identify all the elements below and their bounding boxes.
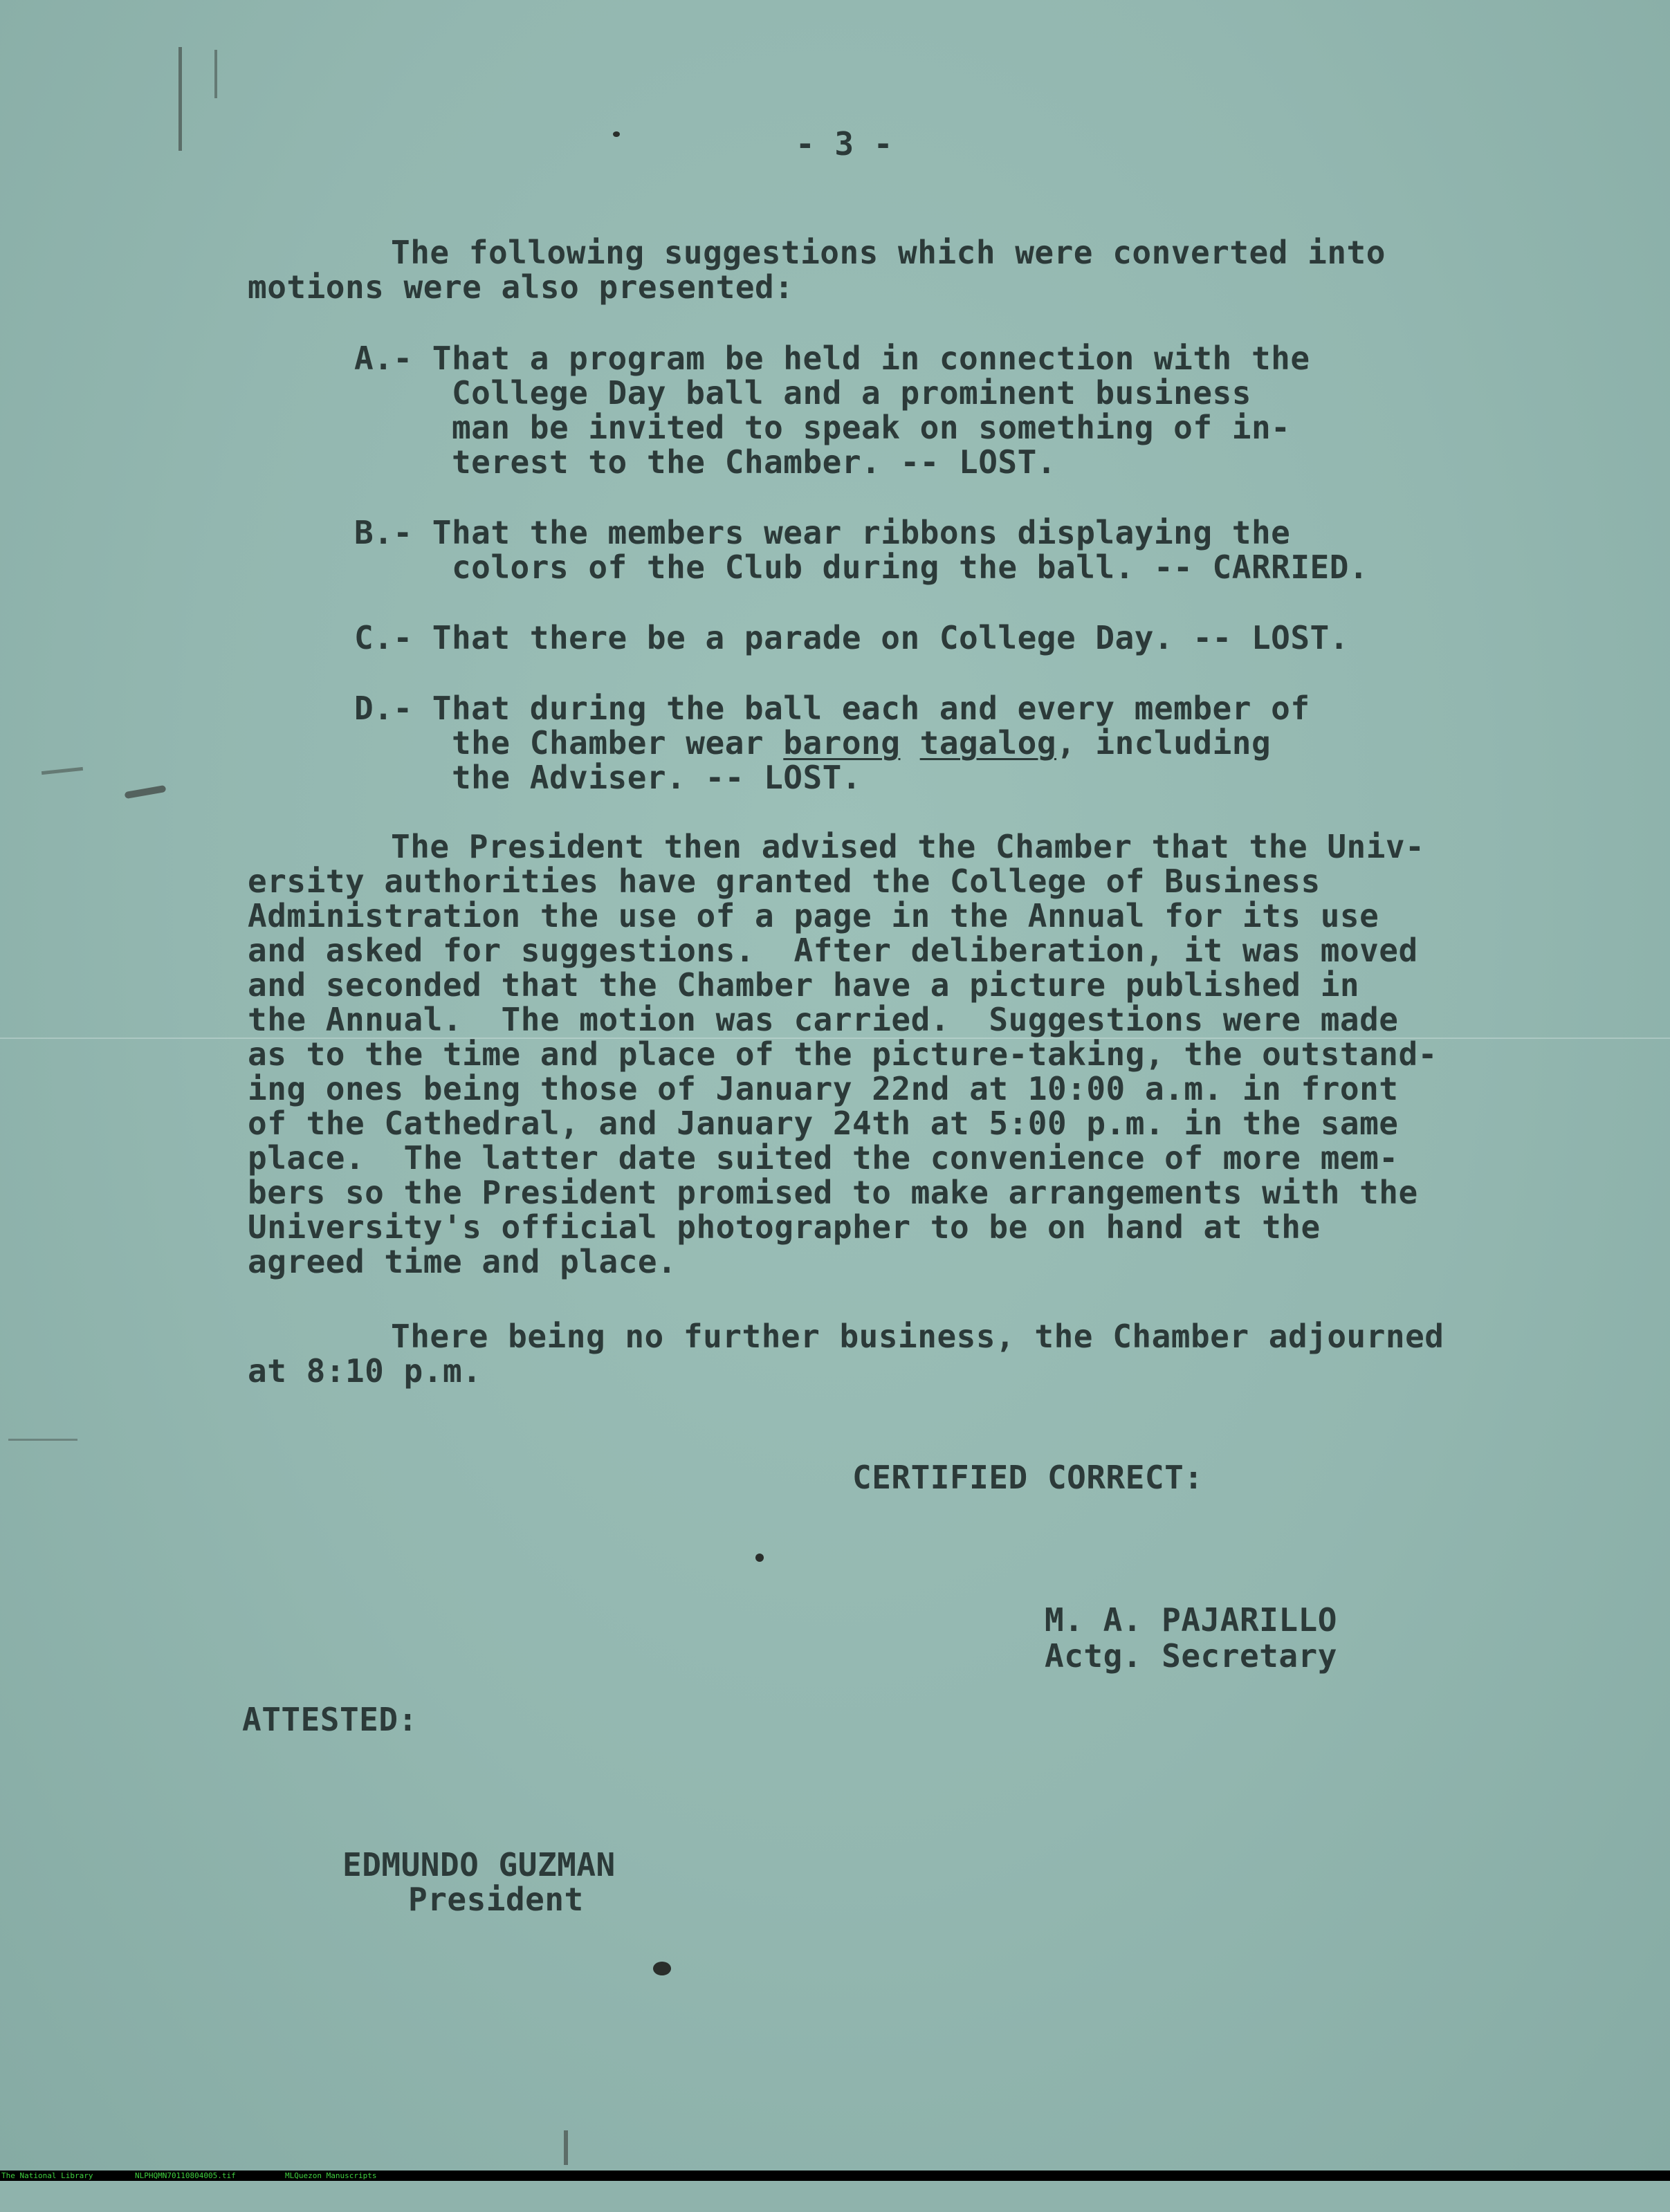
certified-correct: CERTIFIED CORRECT: [852, 1459, 1204, 1496]
secretary-title: Actg. Secretary [1045, 1637, 1337, 1675]
binding-mark [8, 1439, 77, 1441]
binding-mark [125, 785, 167, 799]
motion-b-line: colors of the Club during the ball. -- CARRIED. [354, 549, 1369, 586]
paragraph-line: as to the time and place of the picture-taking, the outstand- [248, 1035, 1438, 1073]
president-title: President [408, 1881, 584, 1918]
motion-d-text: the Chamber wear [354, 724, 784, 762]
motion-b-line: B.- That the members wear ribbons displaying the [354, 514, 1291, 551]
footer-collection: MLQuezon Manuscripts [285, 2171, 377, 2180]
paragraph-line: The President then advised the Chamber that the Univ- [391, 828, 1425, 865]
paragraph-line: and asked for suggestions. After deliberation, it was moved [248, 932, 1418, 969]
intro-line: The following suggestions which were converted into [391, 234, 1386, 271]
closing-line: at 8:10 p.m. [248, 1352, 482, 1390]
paragraph-line: Administration the use of a page in the Annual for its use [248, 897, 1379, 934]
motion-d-line: the Adviser. -- LOST. [354, 759, 862, 796]
paragraph-line: bers so the President promised to make arrangements with the [248, 1174, 1418, 1211]
ink-spot [755, 1554, 764, 1562]
binding-mark [214, 50, 217, 98]
intro-line: motions were also presented: [248, 268, 794, 306]
archive-footer [0, 2170, 1670, 2181]
footer-filename: NLPHQMN70110804005.tif [135, 2171, 236, 2180]
paragraph-line: of the Cathedral, and January 24th at 5:00 p.m. in the same [248, 1105, 1399, 1142]
motion-d-line [354, 725, 1271, 761]
paragraph-line: the Annual. The motion was carried. Suggestions were made [248, 1001, 1399, 1038]
ink-spot [613, 131, 620, 137]
closing-line: There being no further business, the Chamber adjourned [391, 1318, 1444, 1355]
motion-a-line: man be invited to speak on something of in- [354, 409, 1291, 446]
ink-spot [653, 1962, 671, 1975]
paragraph-line: place. The latter date suited the convenience of more mem- [248, 1139, 1399, 1177]
attested-label: ATTESTED: [242, 1701, 418, 1738]
motion-d-text [900, 724, 919, 762]
page-number: - 3 - [796, 125, 893, 163]
paragraph-line: University's official photographer to be on hand at the [248, 1208, 1321, 1246]
motion-c-line: C.- That there be a parade on College Day. -- LOST. [354, 619, 1349, 656]
motion-a-line: terest to the Chamber. -- LOST. [354, 443, 1056, 481]
paragraph-line: agreed time and place. [248, 1243, 677, 1280]
binding-mark [178, 47, 182, 151]
binding-mark [42, 767, 83, 775]
motion-a-line: A.- That a program be held in connection with the [354, 340, 1310, 377]
motion-d-text: , including [1056, 724, 1272, 762]
binding-mark [564, 2130, 568, 2165]
president-name: EDMUNDO GUZMAN [342, 1846, 616, 1883]
paragraph-line: and seconded that the Chamber have a picture published in [248, 966, 1360, 1004]
paragraph-line: ing ones being those of January 22nd at 10:00 a.m. in front [248, 1070, 1399, 1107]
secretary-name: M. A. PAJARILLO [1045, 1601, 1337, 1639]
paragraph-line: ersity authorities have granted the College of Business [248, 863, 1321, 900]
motion-a-line: College Day ball and a prominent business [354, 374, 1251, 412]
footer-library: The National Library [1, 2171, 93, 2180]
motion-d-line: D.- That during the ball each and every member of [354, 690, 1310, 727]
underlined-term: tagalog [919, 724, 1057, 762]
underlined-term: barong [783, 724, 901, 762]
